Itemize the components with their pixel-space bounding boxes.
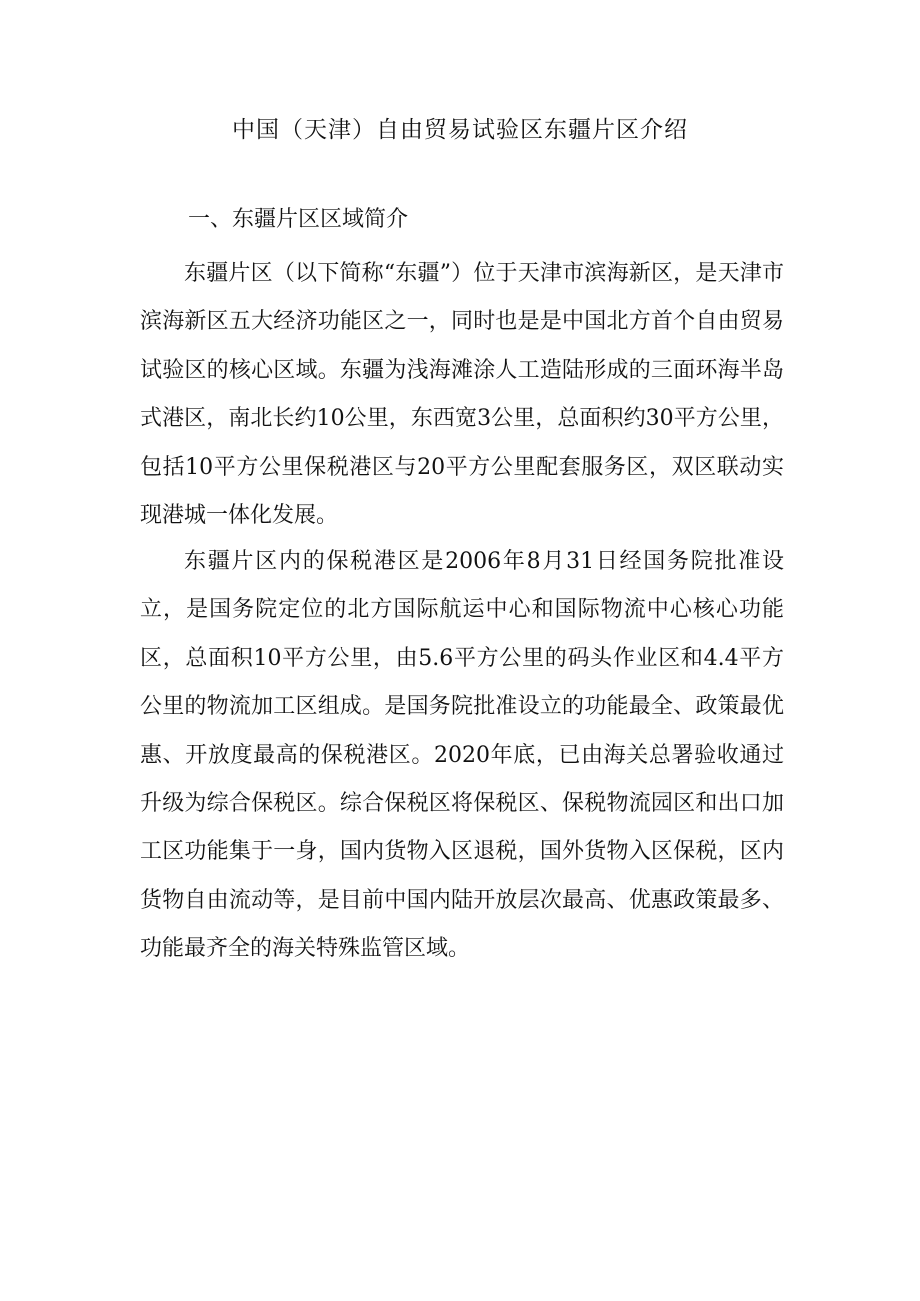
- document-title: 中国（天津）自由贸易试验区东疆片区介绍: [232, 117, 688, 143]
- body-paragraph-1: 东疆片区（以下简称“东疆”）位于天津市滨海新区，是天津市滨海新区五大经济功能区之一，同时也是是中国北方首个自由贸易试验区的核心区域。东疆为浅海滩涂人工造陆形成的三面环海半岛式港区，南北长约10公里，东西宽3公里，总面积约30平方公里，包括10平方公里保税港区与20平方公里配套服务区，双区联动实现港城一体化发展。: [140, 261, 784, 529]
- section-heading: 一、东疆片区区域简介: [188, 207, 409, 232]
- body-paragraph-2: 东疆片区内的保税港区是2006年8月31日经国务院批准设立，是国务院定位的北方国际航运中心和国际物流中心核心功能区，总面积10平方公里，由5.6平方公里的码头作业区和4.4平方公里的物流加工区组成。是国务院批准设立的功能最全、政策最优惠、开放度最高的保税港区。2020年底，已由海关总署验收通过升级为综合保税区。综合保税区将保税区、保税物流园区和出口加工区功能集于一身，国内货物入区退税，国外货物入区保税，区内货物自由流动等，是目前中国内陆开放层次最高、优惠政策最多、功能最齐全的海关特殊监管区域。: [140, 549, 784, 962]
